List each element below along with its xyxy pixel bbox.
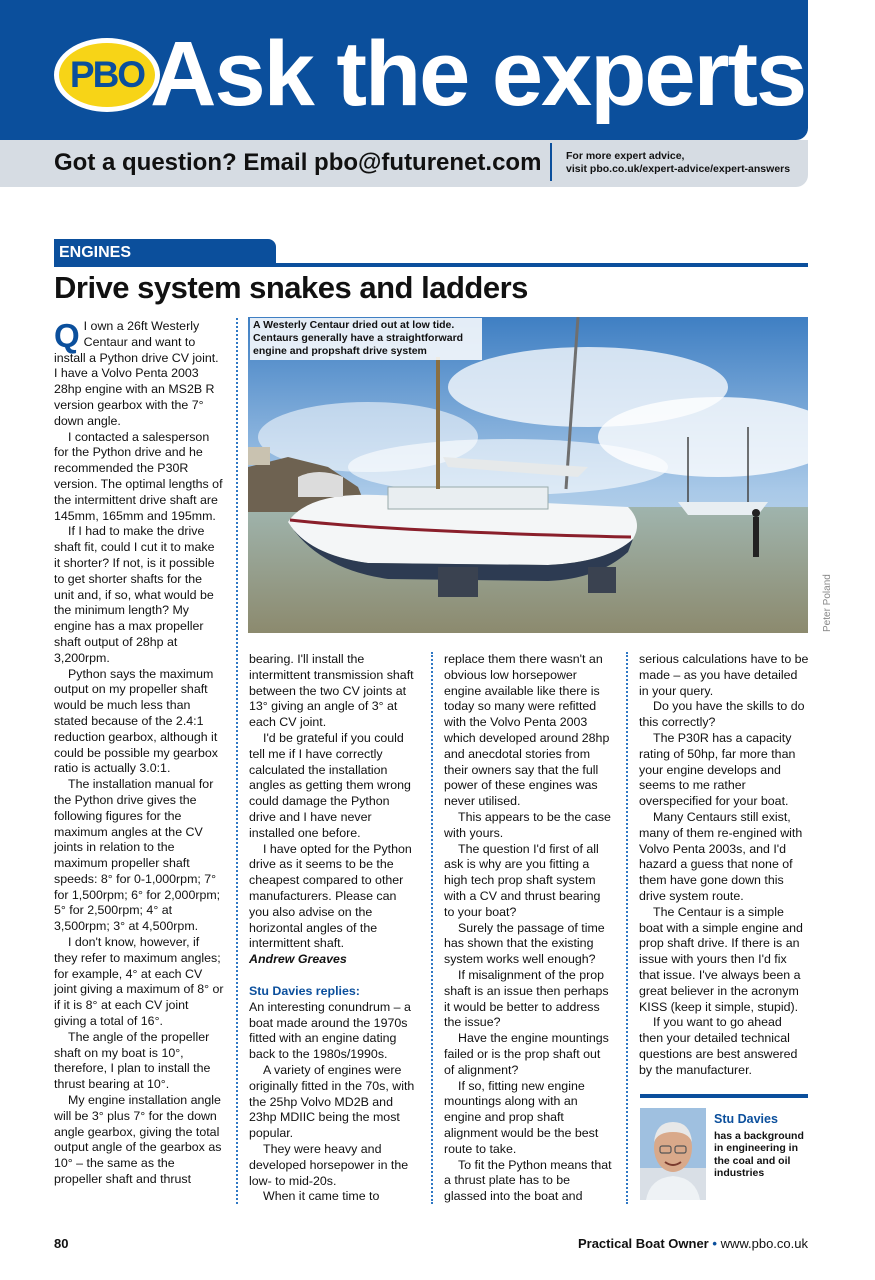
drop-cap: Q	[54, 317, 80, 354]
section-label: ENGINES	[54, 239, 276, 265]
section-rule	[54, 263, 808, 267]
photo-credit: Peter Poland	[822, 574, 833, 632]
email-line: Got a question? Email pbo@futurenet.com	[54, 149, 542, 176]
magazine-name: Practical Boat Owner	[577, 1236, 709, 1251]
col3-paragraph: The question I'd first of all ask is why are you fitting a high tech prop shaft system with a CV and thrust bearing to your boat?	[444, 841, 601, 919]
col1-paragraph: I don't know, however, if they refer to maximum angles; for example, 4° at each CV joint giving a maximum of 8° or if it is 8° at each CV joint giving a total of 16°.	[54, 935, 224, 1029]
avatar	[640, 1108, 706, 1200]
reply-paragraph: When it came time to	[263, 1189, 380, 1204]
col1-paragraph: My engine installation angle will be 3° plus 7° for the down angle gearbox, giving the total output angle of the gearbox as 10° – the same as the propeller shaft and thrust	[54, 1093, 222, 1187]
more-advice-line1: For more expert advice,	[566, 150, 685, 162]
column-divider	[236, 318, 238, 1204]
col4-paragraph: If you want to go ahead then your detailed technical questions are best answered by the manufacturer.	[639, 1015, 798, 1077]
col3-paragraph: If so, fitting new engine mountings along with an engine and prop shaft alignment would be the best route to take.	[444, 1078, 599, 1156]
col4-paragraph: Do you have the skills to do this correctly?	[639, 699, 805, 730]
article-headline: Drive system snakes and ladders	[54, 270, 528, 305]
pbo-logo	[54, 38, 160, 112]
col1-paragraph: If I had to make the drive shaft fit, could I cut it to make it shorter? If not, is it possible to get shorter shafts for the unit and, if so, what would be the minimum length? My engine has a max propeller shaft output of 28hp at 3,200rpm.	[54, 524, 215, 665]
header-divider	[550, 143, 552, 181]
logo-text: PBO	[69, 54, 145, 95]
col1-paragraph: Python says the maximum output on my propeller shaft would be much less than stated because of the 2.4:1 reduction gearbox, although it could be possible my gearbox ratio is actually 3.0:1.	[54, 666, 218, 776]
col2-paragraph: bearing. I'll install the intermittent transmission shaft between the two CV joints at 13° giving an angle of 3° at each CV joint.	[249, 652, 414, 730]
boat-photo	[248, 317, 808, 633]
photo-caption: A Westerly Centaur dried out at low tide. Centaurs generally have a straightforward engine and propshaft drive system	[250, 318, 482, 360]
more-advice-line2: visit pbo.co.uk/expert-advice/expert-answers	[566, 163, 791, 175]
column-4	[639, 652, 809, 1079]
more-advice	[566, 150, 790, 176]
column-3	[444, 652, 614, 1205]
col1-paragraph: The installation manual for the Python drive gives the following figures for the maximum angles at the CV joints in relation to the maximum propeller shaft speeds: 8° for 0-1,000rpm; 7° for 1,500rpm; 6° for 2,000rpm; 5° for 2,500rpm; 4° at 3,500rpm; 3° at 4,500rpm.	[54, 777, 221, 934]
footer-separator: •	[712, 1236, 717, 1251]
col3-paragraph: Surely the passage of time has shown that the existing system works well enough?	[444, 920, 605, 967]
bio-rule	[640, 1094, 808, 1098]
column-1	[54, 319, 224, 1188]
page-title: Ask the experts	[150, 23, 806, 125]
footer-url: www.pbo.co.uk	[720, 1236, 808, 1251]
col3-paragraph: This appears to be the case with yours.	[444, 809, 611, 840]
author-photo	[640, 1108, 706, 1200]
col4-paragraph: Many Centaurs still exist, many of them re-engined with Volvo Penta 2003s, and I'd hazard a guess that none of them have gone down this drive system route.	[639, 809, 803, 903]
col3-paragraph: Have the engine mountings failed or is the prop shaft out of alignment?	[444, 1031, 609, 1077]
col4-paragraph: The Centaur is a simple boat with a simple engine and prop shaft drive. If there is an issue with yours then I'd fix that issue. I've always been a great believer in the acronym KISS (keep it simple, stupid).	[639, 904, 803, 1014]
col1-text-0: I own a 26ft Westerly Centaur and want to install a Python drive CV joint. I have a Volvo Penta 2003 28hp engine with an MS2B R version gearbox with the 7° down angle.	[54, 319, 219, 428]
question-signature: Andrew Greaves	[249, 952, 347, 967]
col3-paragraph: To fit the Python means that a thrust plate has to be glassed into the boat and	[444, 1157, 612, 1204]
col3-paragraph: If misalignment of the prop shaft is an issue then perhaps it would be better to address the issue?	[444, 967, 609, 1030]
col4-paragraph: serious calculations have to be made – as you have detailed in your query.	[639, 652, 809, 698]
reply-paragraph: They were heavy and developed horsepower in the low- to mid-20s.	[249, 1141, 409, 1188]
footer	[578, 1236, 808, 1251]
bio-text: has a background in engineering in the coal and oil industries	[714, 1130, 804, 1180]
col1-paragraph: The angle of the propeller shaft on my boat is 10°, therefore, I plan to install the thrust bearing at 10°.	[54, 1029, 211, 1092]
col3-paragraph: replace them there wasn't an obvious low horsepower engine available like there is today so many were refitted with the Volvo Penta 2003 which developed around 28hp and anecdotal stories from their owners say that the full power of these engines was never utilised.	[444, 652, 610, 809]
column-divider	[626, 652, 628, 1204]
page-number: 80	[54, 1236, 69, 1251]
col1-paragraph: I contacted a salesperson for the Python drive and he recommended the P30R version. The optimal lengths of the intermittent drive shaft are 145mm, 165mm and 195mm.	[54, 429, 223, 523]
reply-heading: Stu Davies replies:	[249, 983, 360, 998]
col2-paragraph: I have opted for the Python drive as it seems to be the cheapest compared to other manufacturers. Please can you also advise on the horizontal angles of the intermittent shaft.	[249, 841, 412, 951]
boat-illustration	[248, 317, 808, 633]
reply-paragraph: An interesting conundrum – a boat made around the 1970s fitted with an engine dating back to the 1980s/1990s.	[249, 999, 411, 1062]
column-2	[249, 652, 419, 1205]
reply-paragraph: A variety of engines were originally fitted in the 70s, with the 25hp Volvo MD2B and 23hp MDIIC being the most popular.	[249, 1062, 415, 1141]
col2-paragraph: I'd be grateful if you could tell me if I have correctly calculated the installation angles as getting them wrong could damage the Python drive and I have never installed one before.	[249, 730, 411, 840]
col4-paragraph: The P30R has a capacity rating of 50hp, far more than your engine develops and seems to me rather overspecified for your boat.	[639, 730, 796, 809]
question-paragraph	[54, 319, 224, 430]
column-divider	[431, 652, 433, 1204]
bio-name: Stu Davies	[714, 1112, 778, 1126]
